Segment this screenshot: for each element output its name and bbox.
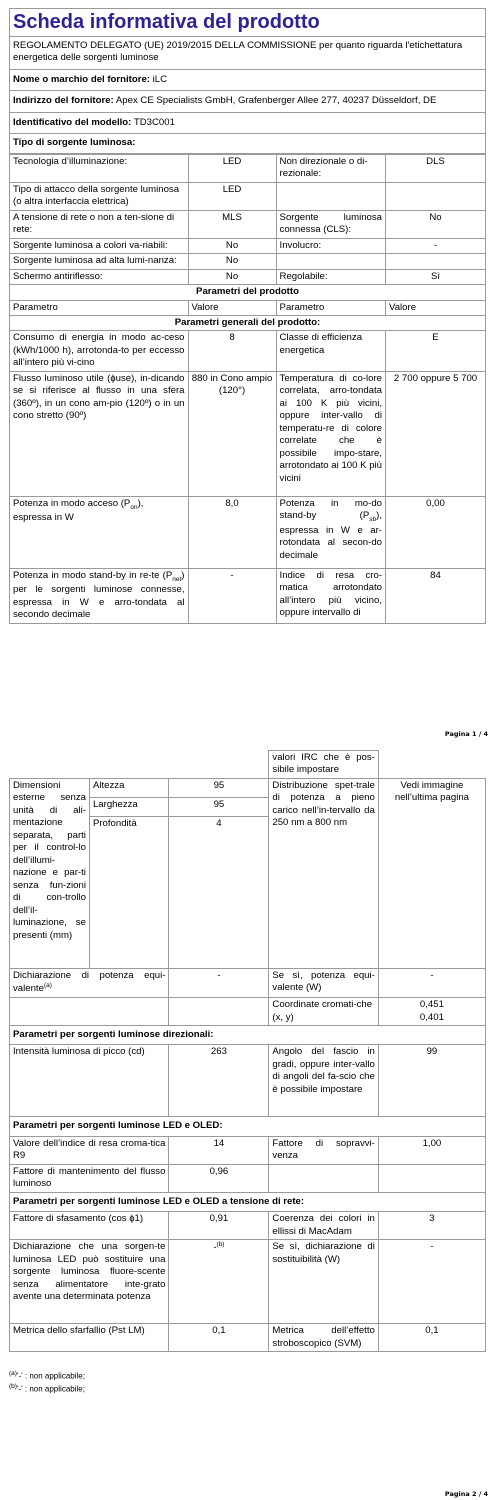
r9-value: 14: [169, 1136, 269, 1164]
mains-value: MLS: [188, 210, 276, 238]
model-label: Identificativo del modello:: [13, 116, 132, 128]
envelope-value: -: [386, 238, 486, 253]
high-luminance-value: No: [188, 254, 276, 269]
cap-type-cell: [10, 182, 189, 210]
page-number: Pagina 1 / 4: [444, 730, 488, 738]
empty-cell: [378, 1164, 485, 1192]
cri-label: Indice di resa cro-matica arrotondato all’intero più vicino, oppure intervallo di: [276, 568, 385, 623]
led-parameters-heading: Parametri per sorgenti luminose LED e OLED:: [10, 1117, 486, 1136]
networked-standby-text: Potenza in modo stand-by in re-te (P: [13, 569, 173, 581]
survival-factor-value: 1,00: [378, 1136, 485, 1164]
page-number: Pagina 2 / 4: [444, 1490, 488, 1498]
empty-cell: [169, 998, 269, 1026]
replacement-w-label: Se sì, dichiarazione di sostituibilità (W): [269, 1240, 378, 1324]
on-mode-power-label: [10, 496, 189, 568]
supplier-name: iLC: [152, 73, 168, 85]
page-1: [0, 0, 500, 742]
on-mode-power-value: 8,0: [188, 496, 276, 568]
colour-consistency-value: 3: [378, 1212, 485, 1240]
chromaticity-value: [378, 998, 485, 1026]
footnotes: [9, 1369, 85, 1396]
supplier-address: Apex CE Specialists GmbH, Grafenberger Allee 277, 40237 Düsseldorf, DE: [115, 95, 437, 107]
footnote-a-mark: (a): [9, 1370, 17, 1377]
sheet-title: Scheda informativa del prodotto: [10, 9, 486, 37]
equivalent-power-w-label: Se sì, potenza equi-valente (W): [269, 968, 378, 997]
header-table: [9, 8, 486, 154]
note-a-ref: (a): [43, 982, 52, 990]
empty-cell: [10, 998, 169, 1026]
anti-glare-label: Schermo antiriflesso:: [10, 269, 189, 284]
energy-class-value: E: [386, 331, 486, 371]
empty-cell: [10, 751, 269, 779]
dimmable-value: Sì: [386, 269, 486, 284]
stroboscopic-metric-value: 0,1: [378, 1324, 485, 1352]
networked-standby-label: [10, 568, 189, 623]
high-luminance-label: Sorgente luminosa ad alta lumi-nanza:: [10, 254, 189, 269]
supplier-address-row: [10, 91, 486, 112]
replacement-w-value: -: [378, 1240, 485, 1324]
standby-power-text: Potenza in mo-do stand-by (P: [279, 497, 383, 522]
on-mode-power-sub: on: [130, 503, 138, 511]
directional-label: Non direzionale o di-rezionale:: [276, 154, 385, 182]
column-header-parameter: Parametro: [10, 300, 189, 315]
lumen-maintenance-value: 0,96: [169, 1164, 269, 1192]
footnote-b-mark: (b): [9, 1383, 17, 1391]
standby-power-text-end: ), espressa in W e ar-rotondata al secon-do decimale: [279, 510, 383, 561]
networked-standby-text-end: ) per le sorgenti luminose connesse, espressa in W e arro-tondata al secondo decimale: [13, 569, 185, 621]
empty-cell: [269, 1164, 378, 1192]
displacement-factor-value: 0,91: [169, 1212, 269, 1240]
flicker-metric-label: Metrica dello sfarfallio (Pst LM): [10, 1324, 169, 1352]
anti-glare-value: No: [188, 269, 276, 284]
on-mode-power-text: Potenza in modo acceso (P: [13, 497, 131, 509]
regulation-text: REGOLAMENTO DELEGATO (UE) 2019/2015 DELLA COMMISSIONE per quanto riguarda l'etichettatura energetica delle sorgenti luminose: [10, 37, 486, 70]
chromaticity-x: 0,451: [419, 999, 444, 1011]
mains-label: A tensione di rete o non a ten-sione di rete:: [10, 210, 189, 238]
empty-cell: [386, 254, 486, 269]
cap-type-label: Tipo di attacco della sorgente luminosa: [13, 183, 180, 195]
column-header-parameter: Parametro: [276, 300, 385, 315]
flicker-metric-value: 0,1: [169, 1324, 269, 1352]
dimmable-label: Regolabile:: [276, 269, 385, 284]
on-mode-power-text-end: ), espressa in W: [13, 497, 144, 524]
beam-angle-label: Angolo del fascio in gradi, oppure inter-vallo di angoli del fa-scio che è possibile impostare: [269, 1045, 378, 1117]
standby-power-label: [276, 496, 385, 568]
colour-tuneable-label: Sorgente luminosa a colori va-riabili:: [10, 238, 189, 253]
depth-value: 4: [169, 816, 269, 968]
supplier-name-label: Nome o marchio del fornitore:: [13, 73, 150, 85]
page-2: [0, 742, 500, 1500]
equivalent-power-text: Dichiarazione di potenza equi-valente: [13, 969, 166, 995]
product-information-sheet: [9, 8, 486, 624]
standby-power-sub: sb: [369, 516, 377, 524]
networked-standby-value: -: [188, 568, 276, 623]
model-identifier: TD3C001: [133, 116, 175, 128]
source-type-heading: Tipo di sorgente luminosa:: [10, 134, 486, 153]
replacement-claim-value: [169, 1240, 269, 1324]
cct-label: Temperatura di co-lore correlata, arro-tondata ai 100 K più vicini, oppure inter-vallo di temperatu-re di colore correlate che è possibile impo-stare, arrotondato ai 100 K più vicini: [276, 371, 385, 496]
r9-label: Valore dell’indice di resa croma-tica R9: [10, 1136, 169, 1164]
energy-class-label: Classe di efficienza energetica: [276, 331, 385, 371]
technology-label: Tecnologia d’illuminazione:: [10, 154, 189, 182]
empty-cell: [386, 182, 486, 210]
empty-cell: [378, 751, 485, 779]
height-label: Altezza: [89, 778, 168, 797]
directional-parameters-heading: Parametri per sorgenti luminose direzionali:: [10, 1026, 486, 1045]
parameters-table-continued: [9, 750, 486, 1352]
column-header-value: Valore: [188, 300, 276, 315]
survival-factor-label: Fattore di sopravvi-venza: [269, 1136, 378, 1164]
width-value: 95: [169, 797, 269, 816]
product-parameters-heading: Parametri del prodotto: [10, 285, 486, 300]
displacement-factor-label: Fattore di sfasamento (cos ɸ1): [10, 1212, 169, 1240]
note-b-ref: (b): [216, 1241, 225, 1249]
spectral-distribution-label: Distribuzione spet-trale di potenza a pieno carico nell’in-tervallo da 250 nm a 800 nm: [269, 778, 378, 968]
replacement-claim-dash: -: [213, 1242, 217, 1254]
footnote-a-text: '-' : non applicabile;: [16, 1371, 85, 1381]
colour-tuneable-value: No: [188, 238, 276, 253]
equivalent-power-w-value: -: [378, 968, 485, 997]
energy-consumption-label: Consumo di energia in modo ac-ceso (kWh/1000 h), arrotonda-to per eccesso all’intero più vi-cino: [10, 331, 189, 371]
envelope-label: Involucro:: [276, 238, 385, 253]
connected-source-label: Sorgente luminosa connessa (CLS):: [276, 210, 385, 238]
spectral-distribution-value: Vedi immagine nell’ultima pagina: [378, 778, 485, 968]
cap-type-value: LED: [188, 182, 276, 210]
standby-power-value: 0,00: [386, 496, 486, 568]
footnote-b: [9, 1382, 85, 1395]
footnote-b-text: '-' : non applicabile;: [16, 1384, 85, 1394]
connected-source-value: No: [386, 210, 486, 238]
source-type-table: [9, 154, 486, 624]
depth-label: Profondità: [89, 816, 168, 968]
width-label: Larghezza: [89, 797, 168, 816]
replacement-claim-label: Dichiarazione che una sorgen-te luminosa LED può sostituire una sorgente luminosa fluore-scente senza alimentatore inte-grato avente una determinata potenza: [10, 1240, 169, 1324]
dimensions-label: Dimensioni esterne senza unità di ali-mentazione separata, parti per il control-lo dell’illumi-nazione e par-ti senza fun-zioni di con-trollo dell’il-luminazione, se presenti (mm): [10, 778, 90, 968]
directional-value: DLS: [386, 154, 486, 182]
useful-flux-value: 880 in Cono ampio (120°): [188, 371, 276, 496]
peak-intensity-value: 263: [169, 1045, 269, 1117]
mains-led-parameters-heading: Parametri per sorgenti luminose LED e OLED a tensione di rete:: [10, 1192, 486, 1211]
cri-value: 84: [386, 568, 486, 623]
equivalent-power-value: -: [169, 968, 269, 997]
stroboscopic-metric-label: Metrica dell’effetto stroboscopico (SVM): [269, 1324, 378, 1352]
cct-value: 2 700 oppure 5 700: [386, 371, 486, 496]
product-information-sheet-continued: [9, 750, 486, 1352]
chromaticity-y: 0,401: [419, 1011, 444, 1023]
energy-consumption-value: 8: [188, 331, 276, 371]
supplier-name-row: [10, 69, 486, 90]
technology-value: LED: [188, 154, 276, 182]
height-value: 95: [169, 778, 269, 797]
useful-flux-label: Flusso luminoso utile (ɸuse), in-dicando se si riferisce al flusso in una sfera (360º), in un cono am-pio (120º) o in un cono stretto (90º): [10, 371, 189, 496]
colour-consistency-label: Coerenza dei colori in ellissi di MacAdam: [269, 1212, 378, 1240]
supplier-address-label: Indirizzo del fornitore:: [13, 95, 114, 107]
beam-angle-value: 99: [378, 1045, 485, 1117]
lumen-maintenance-label: Fattore di mantenimento del flusso luminoso: [10, 1164, 169, 1192]
footnote-a: [9, 1369, 85, 1382]
cri-label-continued: valori IRC che è pos-sibile impostare: [269, 751, 378, 779]
model-row: [10, 112, 486, 133]
peak-intensity-label: Intensità luminosa di picco (cd): [10, 1045, 169, 1117]
empty-cell: [276, 182, 385, 210]
equivalent-power-label: [10, 968, 169, 997]
column-header-value: Valore: [386, 300, 486, 315]
cap-type-sublabel: (o altra interfaccia elettrica): [13, 196, 129, 208]
general-parameters-heading: Parametri generali del prodotto:: [10, 315, 486, 330]
chromaticity-label: Coordinate cromati-che (x, y): [269, 998, 378, 1026]
empty-cell: [276, 254, 385, 269]
networked-standby-sub: net: [172, 575, 182, 583]
